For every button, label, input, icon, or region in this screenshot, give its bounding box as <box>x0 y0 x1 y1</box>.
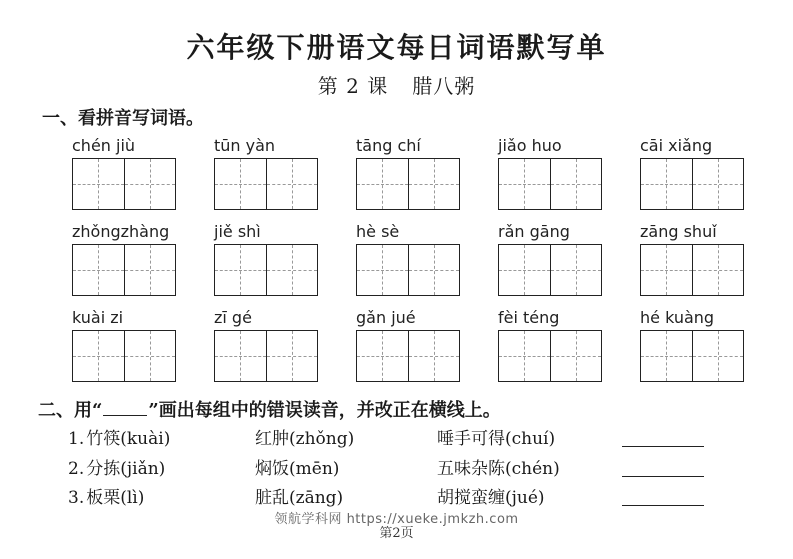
writing-grid[interactable] <box>72 158 176 210</box>
lesson-number: 第 2 课 <box>317 74 389 98</box>
grid-cell[interactable] <box>499 159 550 209</box>
section-1-heading: 一、看拼音写词语。 <box>42 108 204 129</box>
item-number: 3. <box>68 488 85 508</box>
writing-grid[interactable] <box>640 244 744 296</box>
grid-cell[interactable] <box>692 159 744 209</box>
writing-grid[interactable] <box>72 244 176 296</box>
word-a: 板栗 <box>86 488 121 508</box>
grid-cell[interactable] <box>357 245 408 295</box>
item-row-1-c <box>437 424 555 449</box>
answer-line-3[interactable] <box>622 505 704 506</box>
grid-cell[interactable] <box>408 159 460 209</box>
writing-grid[interactable] <box>498 330 602 382</box>
word-c: 五味杂陈 <box>437 459 505 479</box>
item-row-2-b <box>255 454 339 479</box>
word-c: 唾手可得 <box>437 429 505 449</box>
item-row-2-c <box>437 454 560 479</box>
lesson-heading <box>0 70 793 99</box>
writing-grid[interactable] <box>640 330 744 382</box>
grid-cell[interactable] <box>266 159 318 209</box>
item-row-3 <box>68 483 144 508</box>
grid-cell[interactable] <box>692 331 744 381</box>
pinyin-label: zī gé <box>214 308 252 327</box>
grid-cell[interactable] <box>641 331 692 381</box>
grid-cell[interactable] <box>550 245 602 295</box>
grid-cell[interactable] <box>357 331 408 381</box>
word-c-pinyin: (jué) <box>505 488 545 508</box>
item-row-3-b <box>255 483 343 508</box>
pinyin-label: jiě shì <box>214 222 261 241</box>
item-row-3-c <box>437 483 545 508</box>
pinyin-label: zāng shuǐ <box>640 222 717 241</box>
item-row-1-b <box>255 424 354 449</box>
writing-grid[interactable] <box>214 330 318 382</box>
writing-grid[interactable] <box>498 244 602 296</box>
word-b: 焖饭 <box>255 459 289 479</box>
writing-grid[interactable] <box>214 158 318 210</box>
word-b-pinyin: (zhǒng) <box>289 429 355 449</box>
word-b-pinyin: (mēn) <box>289 459 340 479</box>
grid-cell[interactable] <box>266 245 318 295</box>
pinyin-label: tūn yàn <box>214 136 276 155</box>
section-2-heading <box>38 396 501 422</box>
word-b-pinyin: (zāng) <box>289 488 344 508</box>
word-b: 脏乱 <box>255 488 289 508</box>
writing-grid[interactable] <box>356 158 460 210</box>
grid-cell[interactable] <box>73 159 124 209</box>
grid-cell[interactable] <box>499 245 550 295</box>
section-2-heading-end: ”画出每组中的错误读音，并改正在横线上。 <box>148 400 501 421</box>
pinyin-label: hè sè <box>356 222 400 241</box>
grid-cell[interactable] <box>408 331 460 381</box>
grid-cell[interactable] <box>73 331 124 381</box>
grid-cell[interactable] <box>73 245 124 295</box>
item-number: 1. <box>68 429 85 449</box>
pinyin-label: hé kuàng <box>640 308 715 327</box>
grid-cell[interactable] <box>215 245 266 295</box>
word-a-pinyin: (jiǎn) <box>120 459 166 479</box>
word-c-pinyin: (chén) <box>505 459 560 479</box>
item-row-1 <box>68 424 170 449</box>
lesson-name: 腊八粥 <box>412 74 476 98</box>
writing-grid[interactable] <box>640 158 744 210</box>
pinyin-label: gǎn jué <box>356 308 416 327</box>
pinyin-label: jiǎo huo <box>498 136 562 155</box>
grid-cell[interactable] <box>641 159 692 209</box>
underline-sample <box>103 401 147 416</box>
section-2-heading-start: 二、用“ <box>38 400 103 421</box>
word-c-pinyin: (chuí) <box>505 429 556 449</box>
grid-cell[interactable] <box>124 331 176 381</box>
item-row-2 <box>68 454 165 479</box>
pinyin-label: zhǒngzhàng <box>72 222 170 241</box>
page-number: 第2页 <box>379 526 414 541</box>
writing-grid[interactable] <box>356 330 460 382</box>
grid-cell[interactable] <box>641 245 692 295</box>
grid-cell[interactable] <box>124 245 176 295</box>
item-number: 2. <box>68 459 85 479</box>
grid-cell[interactable] <box>215 331 266 381</box>
writing-grid[interactable] <box>498 158 602 210</box>
writing-grid[interactable] <box>214 244 318 296</box>
word-a-pinyin: (kuài) <box>120 429 171 449</box>
grid-cell[interactable] <box>124 159 176 209</box>
grid-cell[interactable] <box>357 159 408 209</box>
word-a: 竹筷 <box>86 429 121 449</box>
word-a-pinyin: (lì) <box>120 488 145 508</box>
writing-grid[interactable] <box>356 244 460 296</box>
word-b: 红肿 <box>255 429 289 449</box>
grid-cell[interactable] <box>408 245 460 295</box>
writing-grid[interactable] <box>72 330 176 382</box>
grid-cell[interactable] <box>550 159 602 209</box>
pinyin-label: chén jiù <box>72 136 136 155</box>
pinyin-label: tāng chí <box>356 136 421 155</box>
pinyin-label: fèi téng <box>498 308 560 327</box>
answer-line-1[interactable] <box>622 446 704 447</box>
pinyin-label: kuài zi <box>72 308 124 327</box>
grid-cell[interactable] <box>215 159 266 209</box>
grid-cell[interactable] <box>550 331 602 381</box>
pinyin-label: cāi xiǎng <box>640 136 713 155</box>
grid-cell[interactable] <box>266 331 318 381</box>
answer-line-2[interactable] <box>622 476 704 477</box>
grid-cell[interactable] <box>499 331 550 381</box>
worksheet-title: 六年级下册语文每日词语默写单 <box>186 31 607 64</box>
word-a: 分拣 <box>86 459 121 479</box>
watermark-text: 领航学科网 https://xueke.jmkzh.com <box>274 512 519 527</box>
word-c: 胡搅蛮缠 <box>437 488 505 508</box>
pinyin-label: rǎn gāng <box>498 222 570 241</box>
grid-cell[interactable] <box>692 245 744 295</box>
